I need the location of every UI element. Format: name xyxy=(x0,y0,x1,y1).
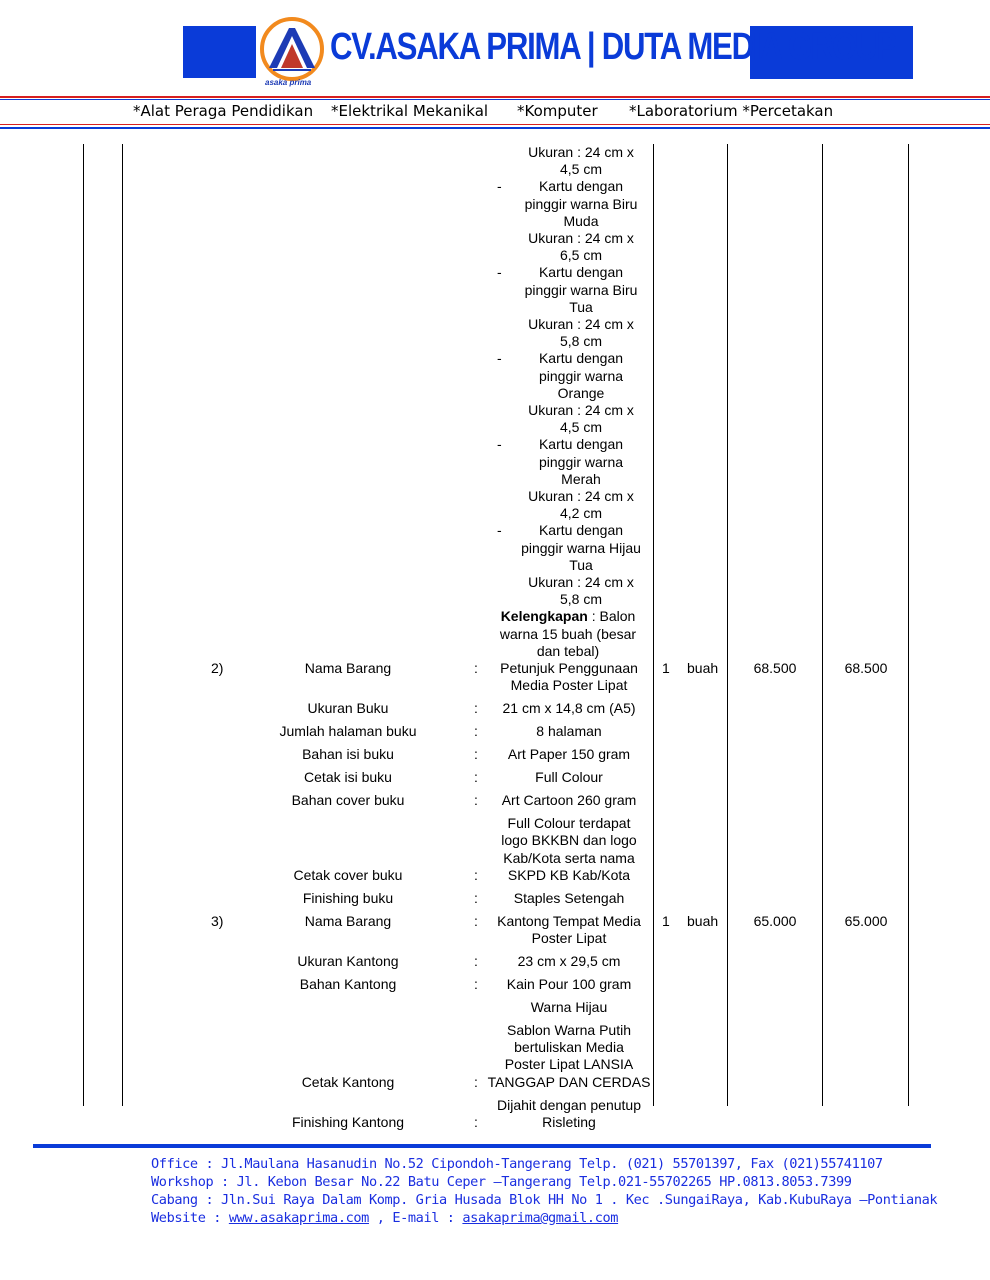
spec-colon: : xyxy=(474,769,478,786)
website-label: Website : xyxy=(151,1210,229,1226)
spec-value: Full Colour terdapat xyxy=(507,815,631,832)
card-dash: - xyxy=(497,436,502,453)
company-name: CV.ASAKA PRIMA | DUTA MEDIA GROUP xyxy=(330,26,896,68)
spec-colon: : xyxy=(474,866,478,883)
card-line: Ukuran : 24 cm x xyxy=(528,316,634,332)
spec-value: 23 cm x 29,5 cm xyxy=(517,953,621,969)
tagline-alat-peraga: *Alat Peraga Pendidikan xyxy=(133,102,314,120)
card-line: pinggir warna Hijau xyxy=(521,539,641,556)
spec-value: Full Colour xyxy=(535,769,603,786)
spec-value: Petunjuk Penggunaan xyxy=(500,660,638,676)
card-line: 4,5 cm xyxy=(559,419,603,436)
table-border-1 xyxy=(83,144,84,1106)
table-border-6 xyxy=(908,144,909,1106)
table-border-3 xyxy=(653,144,654,1106)
kelengkapan-label: Kelengkapan xyxy=(500,608,588,625)
card-line: Orange xyxy=(557,384,605,401)
card-line: Muda xyxy=(563,212,599,229)
spec-value: Poster Lipat LANSIA xyxy=(504,1056,634,1073)
card-continued-line: 4,5 cm xyxy=(559,161,603,178)
spec-value: Art Cartoon 260 gram xyxy=(501,792,637,809)
spec-value: bertuliskan Media xyxy=(514,1039,624,1056)
card-line: pinggir warna Biru xyxy=(524,195,638,212)
card-line: pinggir warna xyxy=(538,367,624,384)
table-border-4 xyxy=(727,144,728,1106)
spec-value: SKPD KB Kab/Kota xyxy=(507,866,631,883)
footer-office: Office : Jl.Maulana Hasanudin No.52 Cipondoh-Tangerang Telp. (021) 55701397, Fax (021)55741107 xyxy=(151,1156,883,1172)
spec-label: Jumlah halaman buku xyxy=(279,723,417,740)
spec-value: 8 halaman xyxy=(536,723,602,740)
card-continued-line: Ukuran : 24 cm x xyxy=(528,144,634,160)
footer-cabang: Cabang : Jln.Sui Raya Dalam Komp. Gria Husada Blok HH No 1 . Kec .SungaiRaya, Kab.KubuRaya –Pontianak xyxy=(151,1192,938,1208)
card-line: Kartu dengan xyxy=(538,178,624,195)
item-qty: 1 xyxy=(662,912,670,929)
spec-label: Nama Barang xyxy=(304,660,392,676)
item-number: 3) xyxy=(211,912,224,929)
card-line: 6,5 cm xyxy=(559,247,603,264)
spec-label: Bahan Kantong xyxy=(299,976,397,992)
spec-colon: : xyxy=(474,660,478,676)
item-price: 65.000 xyxy=(753,912,797,929)
spec-value: Art Paper 150 gram xyxy=(507,746,631,763)
item-price: 68.500 xyxy=(753,660,797,676)
card-dash: - xyxy=(497,178,502,195)
spec-colon: : xyxy=(474,953,478,969)
table-border-2 xyxy=(122,144,123,1106)
card-dash: - xyxy=(497,350,502,367)
card-line: 5,8 cm xyxy=(559,591,603,608)
item-total: 68.500 xyxy=(844,660,888,676)
tagline-blue-line xyxy=(0,127,990,129)
spec-colon: : xyxy=(474,746,478,763)
card-line: Merah xyxy=(561,470,601,487)
tagline-komputer: *Komputer xyxy=(517,102,598,120)
header-blue-line xyxy=(0,99,990,100)
tagline-laboratorium: *Laboratorium *Percetakan xyxy=(629,102,834,120)
card-line: 5,8 cm xyxy=(559,333,603,350)
website-link[interactable]: www.asakaprima.com xyxy=(228,1210,369,1226)
card-line: pinggir warna xyxy=(538,453,624,470)
spec-value: Staples Setengah xyxy=(513,889,625,906)
spec-label: Cetak cover buku xyxy=(293,866,403,883)
spec-value: logo BKKBN dan logo xyxy=(501,832,637,849)
spec-value: Warna Hijau xyxy=(530,999,608,1015)
email-link[interactable]: asakaprima@gmail.com xyxy=(462,1210,619,1226)
spec-value: Poster Lipat xyxy=(531,930,607,946)
header-left-blue-block xyxy=(183,26,256,78)
card-line: 4,2 cm xyxy=(559,505,603,522)
spec-value: Kab/Kota serta nama xyxy=(503,849,635,866)
card-line: Ukuran : 24 cm x xyxy=(528,402,634,418)
spec-value: 21 cm x 14,8 cm (A5) xyxy=(502,700,636,717)
card-line: pinggir warna Biru xyxy=(524,281,638,298)
card-dash: - xyxy=(497,264,502,281)
tagline-red-line xyxy=(0,124,990,125)
header-red-line xyxy=(0,96,990,98)
card-line: Ukuran : 24 cm x xyxy=(528,488,634,504)
kelengkapan-line: warna 15 buah (besar xyxy=(499,625,637,642)
item-unit: buah xyxy=(687,912,719,929)
spec-label: Cetak isi buku xyxy=(304,769,392,786)
card-line: Tua xyxy=(569,298,593,315)
spec-value: Sablon Warna Putih xyxy=(507,1022,631,1038)
spec-value: Dijahit dengan penutup xyxy=(496,1096,642,1113)
company-logo xyxy=(259,16,325,90)
table-border-5 xyxy=(822,144,823,1106)
spec-value: Kantong Tempat Media xyxy=(497,912,641,929)
footer-blue-line xyxy=(33,1144,931,1148)
spec-label: Ukuran Kantong xyxy=(297,953,399,969)
spec-colon: : xyxy=(474,976,478,992)
card-line: Kartu dengan xyxy=(538,436,624,453)
spec-value: Media Poster Lipat xyxy=(510,677,628,694)
email-label: , E-mail : xyxy=(368,1210,463,1226)
kelengkapan-line: dan tebal) xyxy=(536,642,600,659)
card-line: Ukuran : 24 cm x xyxy=(528,230,634,246)
spec-colon: : xyxy=(474,1113,478,1130)
spec-colon: : xyxy=(474,1073,478,1090)
card-line: Kartu dengan xyxy=(538,264,624,281)
card-line: Kartu dengan xyxy=(538,350,624,367)
spec-colon: : xyxy=(474,700,478,717)
spec-label: Finishing buku xyxy=(302,889,394,906)
spec-colon: : xyxy=(474,889,478,906)
kelengkapan-line xyxy=(501,608,636,625)
item-total: 65.000 xyxy=(844,912,888,929)
footer-contact xyxy=(151,1210,618,1226)
spec-label: Bahan cover buku xyxy=(291,792,405,809)
logo-caption: asaka prima xyxy=(265,78,312,87)
card-line: Tua xyxy=(569,556,593,573)
spec-colon: : xyxy=(474,912,478,929)
item-number: 2) xyxy=(211,660,224,676)
spec-colon: : xyxy=(474,792,478,809)
card-line: Ukuran : 24 cm x xyxy=(528,574,634,590)
spec-value: Kain Pour 100 gram xyxy=(506,976,632,992)
spec-colon: : xyxy=(474,723,478,740)
item-unit: buah xyxy=(687,660,719,676)
spec-label: Cetak Kantong xyxy=(301,1073,395,1090)
card-dash: - xyxy=(497,522,502,539)
spec-label: Finishing Kantong xyxy=(291,1113,405,1130)
kelengkapan-value: : Balon xyxy=(587,608,636,625)
spec-label: Ukuran Buku xyxy=(307,700,389,717)
spec-value: TANGGAP DAN CERDAS xyxy=(487,1073,651,1090)
card-line: Kartu dengan xyxy=(538,522,624,539)
footer-workshop: Workshop : Jl. Kebon Besar No.22 Batu Ceper –Tangerang Telp.021-55702265 HP.0813.8053.7399 xyxy=(151,1174,852,1190)
spec-value: Risleting xyxy=(542,1113,596,1130)
tagline-elektrikal: *Elektrikal Mekanikal xyxy=(331,102,489,120)
spec-label: Nama Barang xyxy=(304,912,392,929)
item-qty: 1 xyxy=(662,660,670,676)
spec-label: Bahan isi buku xyxy=(302,746,394,763)
